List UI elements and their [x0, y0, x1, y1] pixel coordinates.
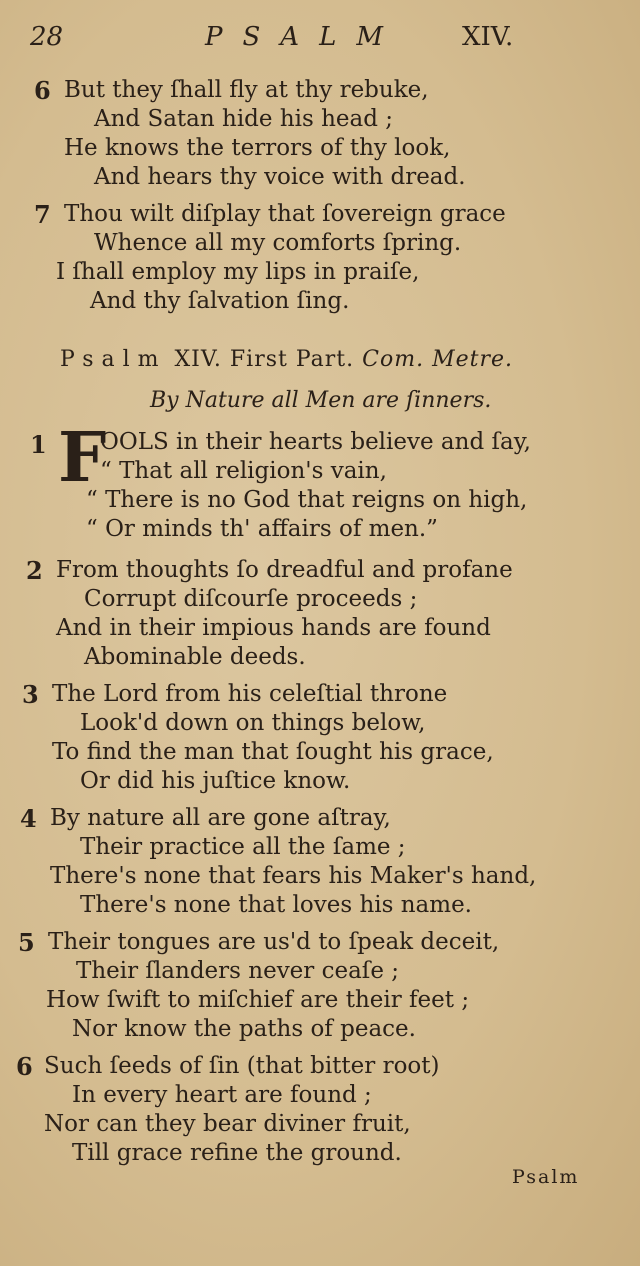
verse-line: Their tongues are us'd to ſpeak deceit,: [48, 929, 500, 955]
verse-line: The Lord from his celeſtial throne: [52, 681, 448, 707]
verse-line: Whence all my comforts ſpring.: [94, 230, 462, 256]
psalm-number: XIV.: [462, 22, 514, 52]
verse-number: 4: [20, 804, 37, 833]
verse-line: Corrupt diſcourſe proceeds ;: [84, 586, 418, 612]
verse-line: “ Or minds th' affairs of men.”: [86, 516, 438, 542]
verse-line: “ There is no God that reigns on high,: [86, 487, 528, 513]
verse-line: And Satan hide his head ;: [94, 106, 394, 132]
section-subheading: By Nature all Men are ſinners.: [150, 388, 492, 413]
verse-line: Look'd down on things below,: [80, 710, 426, 736]
verse-number: 1: [30, 430, 47, 459]
verse-number: 5: [18, 928, 35, 957]
verse-line: How ſwift to miſchief are their feet ;: [46, 987, 470, 1013]
verse-line: Thou wilt diſplay that ſovereign grace: [64, 201, 506, 227]
verse-line: In every heart are found ;: [72, 1082, 372, 1108]
verse-line: Abominable deeds.: [84, 644, 306, 670]
running-title: PSALM: [205, 22, 403, 52]
verse-number: 2: [26, 556, 43, 585]
verse-line: “ That all religion's vain,: [100, 458, 387, 484]
heading-number: XIV.: [174, 347, 222, 372]
drop-cap: F: [58, 418, 107, 498]
section-heading: [60, 347, 513, 372]
verse-line: From thoughts ſo dreadful and profane: [56, 557, 513, 583]
verse-line: I ſhall employ my lips in praiſe,: [56, 259, 420, 285]
catchword: Psalm: [512, 1166, 580, 1188]
verse-number: 6: [34, 76, 51, 105]
heading-metre: Com. Metre.: [362, 347, 513, 372]
verse-line: And in their impious hands are found: [56, 615, 491, 641]
verse-number: 7: [34, 200, 51, 229]
running-header: [30, 22, 610, 56]
verse-line: Nor can they bear diviner fruit,: [44, 1111, 411, 1137]
heading-part: First Part.: [229, 347, 355, 372]
verse-line: Nor know the paths of peace.: [72, 1016, 416, 1042]
verse-line: And hears thy voice with dread.: [94, 164, 466, 190]
verse-line: He knows the terrors of thy look,: [64, 135, 451, 161]
heading-psalm: Psalm: [60, 347, 167, 372]
verse-number: 6: [16, 1052, 33, 1081]
page-number: 28: [30, 22, 64, 52]
verse-line: And thy ſalvation ſing.: [90, 288, 350, 314]
verse-line: Or did his juſtice know.: [80, 768, 351, 794]
verse-line: By nature all are gone aſtray,: [50, 805, 391, 831]
verse-number: 3: [22, 680, 39, 709]
verse-line: Their practice all the ſame ;: [80, 834, 406, 860]
verse-line: Such ſeeds of ſin (that bitter root): [44, 1053, 440, 1079]
verse-line: Till grace refine the ground.: [72, 1140, 402, 1166]
verse-line: To find the man that ſought his grace,: [52, 739, 494, 765]
verse-line: There's none that loves his name.: [80, 892, 472, 918]
verse-line: But they ſhall fly at thy rebuke,: [64, 77, 429, 103]
verse-line: OOLS in their hearts believe and ſay,: [100, 429, 531, 455]
verse-line: There's none that fears his Maker's hand,: [50, 863, 537, 889]
verse-line: Their ſlanders never ceaſe ;: [76, 958, 399, 984]
